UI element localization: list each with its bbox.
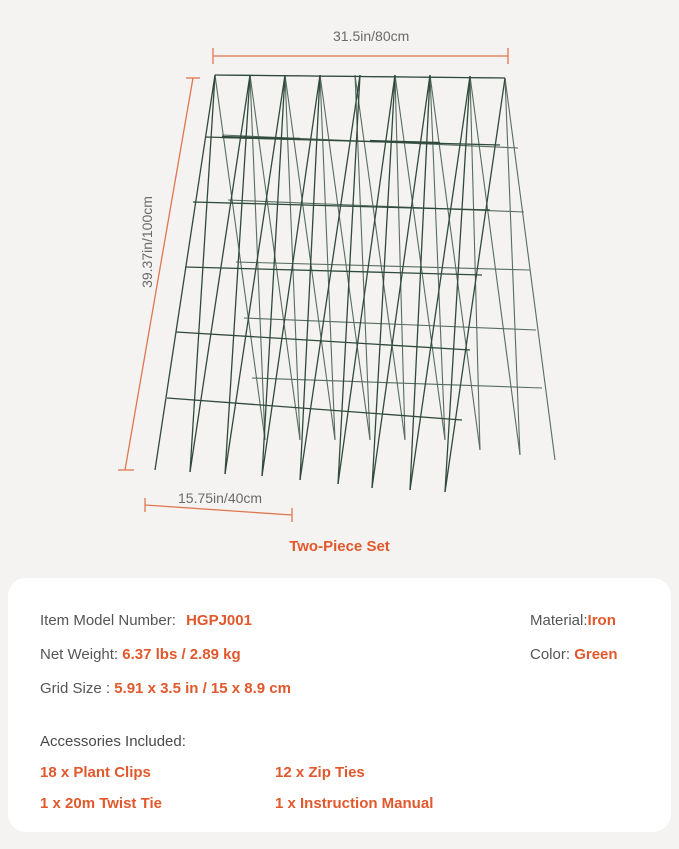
- accessories-heading: Accessories Included:: [40, 733, 186, 750]
- model-number-label: Item Model Number:: [40, 612, 176, 629]
- depth-dimension-label: 15.75in/40cm: [178, 490, 263, 506]
- accessory-item: 1 x 20m Twist Tie: [40, 795, 162, 812]
- color-row: [530, 646, 618, 663]
- grid-size-row: [40, 680, 291, 697]
- color-label: Color:: [530, 646, 571, 663]
- accessory-item: 12 x Zip Ties: [275, 764, 365, 781]
- spec-card: [8, 578, 671, 832]
- trellis-front-panel: [155, 75, 505, 492]
- width-dimension-label: 31.5in/80cm: [333, 28, 410, 44]
- material-row: [530, 612, 616, 629]
- grid-size-label: Grid Size :: [40, 680, 111, 697]
- model-number-row: [40, 612, 252, 629]
- net-weight-value: 6.37 lbs / 2.89 kg: [122, 646, 241, 663]
- accessory-item: 18 x Plant Clips: [40, 764, 151, 781]
- grid-size-value: 5.91 x 3.5 in / 15 x 8.9 cm: [114, 680, 291, 697]
- accessory-item: 1 x Instruction Manual: [275, 795, 434, 812]
- material-value: Iron: [587, 612, 616, 629]
- material-label: Material:: [530, 612, 588, 629]
- net-weight-label: Net Weight:: [40, 646, 119, 663]
- net-weight-row: [40, 646, 241, 663]
- model-number-value: HGPJ001: [186, 612, 252, 629]
- color-value: Green: [574, 646, 618, 663]
- height-dimension-label: 39.37in/100cm: [139, 196, 155, 288]
- set-caption: Two-Piece Set: [289, 538, 390, 555]
